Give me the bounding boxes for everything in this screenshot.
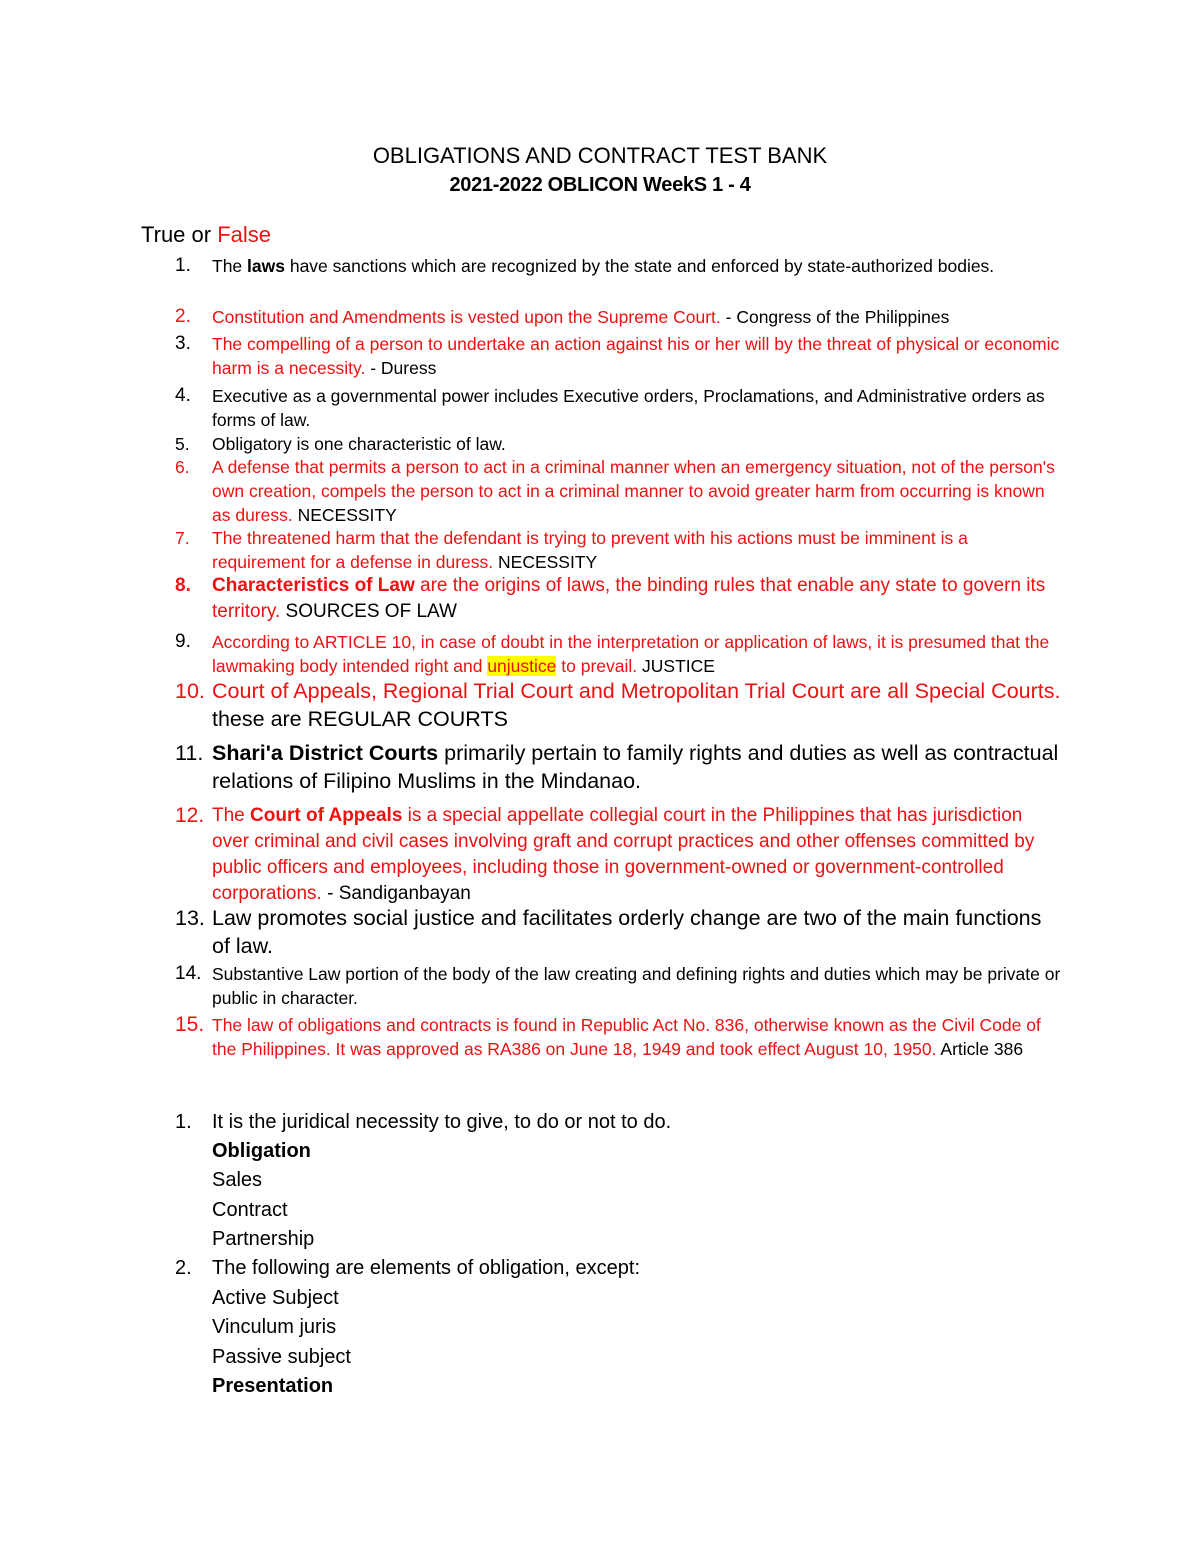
document-subtitle: 2021-2022 OBLICON WeekS 1 - 4 <box>449 174 751 196</box>
item-statement: Executive as a governmental power includes Executive orders, Proclamations, and Administrative orders as forms of law. <box>212 386 1045 430</box>
item-number: 2. <box>175 306 191 327</box>
item-statement: Obligatory is one characteristic of law. <box>212 434 506 454</box>
tf-item-14 <box>141 962 1061 1010</box>
item-statement: The law of obligations and contracts is found in Republic Act No. 836, otherwise known as the Civil Code of the Philippines. It was approved as RA386 on June 18, 1949 and took effect August 10, 1950. <box>212 1015 1041 1059</box>
item-number: 4. <box>175 385 191 406</box>
item-statement: are the origins of laws, the binding rules that enable any state to govern its territory. <box>212 575 1046 622</box>
item-statement: A defense that permits a person to act in a criminal manner when an emergency situation, not of the person's own creation, compels the person to act in a criminal manner to avoid greater harm from occurring is known as duress. <box>212 457 1055 525</box>
item-statement: Substantive Law portion of the body of the law creating and defining rights and duties which may be private or public in character. <box>212 964 1061 1008</box>
item-number: 5. <box>175 434 190 454</box>
item-number: 7. <box>175 528 190 548</box>
mc-option: Passive subject <box>212 1346 351 1368</box>
section-heading-true-or-false <box>141 222 271 248</box>
item-answer: - Duress <box>365 358 437 378</box>
tf-item-10 <box>141 677 1061 733</box>
item-answer: JUSTICE <box>637 656 715 676</box>
item-text: have sanctions which are recognized by the state and enforced by state-authorized bodies. <box>284 256 995 276</box>
mc-option: Sales <box>212 1169 263 1191</box>
mc-option: Active Subject <box>212 1287 339 1309</box>
item-statement: is a special appellate collegial court in the Philippines that has jurisdiction over criminal and civil cases involving graft and corrupt practices and other offenses committed by public officers and employees, including those in government-owned or government-controlled corporations. <box>212 805 1035 904</box>
question-number: 1. <box>175 1111 192 1133</box>
tf-item-13 <box>141 904 1061 960</box>
item-answer: - Congress of the Philippines <box>720 307 950 327</box>
mc-option-correct: Obligation <box>212 1140 311 1162</box>
item-text: The <box>212 805 251 826</box>
item-answer: SOURCES OF LAW <box>280 601 457 622</box>
mc-option-correct: Presentation <box>212 1375 334 1397</box>
item-statement: to prevail. <box>556 656 638 676</box>
item-number: 8. <box>175 575 191 596</box>
item-statement: primarily pertain to family rights and duties as well as contractual relations of Filipino Muslims in the Mindanao. <box>212 741 1059 793</box>
item-answer: NECESSITY <box>292 505 397 525</box>
mc-question-2 <box>141 1257 640 1280</box>
mc-option: Contract <box>212 1199 288 1221</box>
document-title: OBLIGATIONS AND CONTRACT TEST BANK <box>372 143 828 168</box>
item-statement: According to ARTICLE 10, in case of doubt in the interpretation or application of laws, it is presumed that the lawmaking body intended right and <box>212 632 1050 676</box>
item-number: 6. <box>175 457 190 477</box>
item-number: 10. <box>175 679 205 703</box>
question-text: The following are elements of obligation, except: <box>212 1257 641 1279</box>
tf-item-12 <box>141 803 1061 907</box>
heading-true: True or <box>141 222 212 247</box>
item-statement: The compelling of a person to undertake an action against his or her will by the threat of physical or economic harm is a necessity. <box>212 334 1060 378</box>
item-number: 13. <box>175 906 205 930</box>
tf-item-5 <box>141 432 1061 456</box>
tf-item-6 <box>141 455 1061 527</box>
item-keyword: Court of Appeals <box>250 805 403 826</box>
item-answer: Article 386 <box>936 1039 1024 1059</box>
item-answer: - Sandiganbayan <box>321 883 471 904</box>
tf-item-4 <box>141 384 1061 432</box>
item-number: 1. <box>175 255 191 276</box>
item-keyword: Shari'a District Courts <box>212 741 439 765</box>
tf-item-1 <box>141 254 1061 278</box>
tf-item-2 <box>141 305 1061 329</box>
tf-item-11 <box>141 739 1061 795</box>
item-answer: these are REGULAR COURTS <box>212 707 508 731</box>
tf-item-9 <box>141 630 1061 678</box>
question-number: 2. <box>175 1257 192 1279</box>
item-statement: Law promotes social justice and facilitates orderly change are two of the main functions of law. <box>212 906 1042 958</box>
item-number: 11. <box>175 741 204 765</box>
item-statement: The threatened harm that the defendant is trying to prevent with his actions must be imminent is a requirement for a defense in duress. <box>212 528 968 572</box>
mc-option: Vinculum juris <box>212 1316 337 1338</box>
mc-question-1 <box>141 1111 671 1134</box>
item-text: The <box>212 256 248 276</box>
item-number: 12. <box>175 804 205 827</box>
item-number: 14. <box>175 963 202 984</box>
highlighted-word: unjustice <box>487 656 557 676</box>
question-text: It is the juridical necessity to give, to do or not to do. <box>212 1111 672 1133</box>
item-number: 3. <box>175 333 191 354</box>
item-answer: NECESSITY <box>493 552 598 572</box>
heading-false: False <box>217 222 272 247</box>
item-statement: Constitution and Amendments is vested upon the Supreme Court. <box>212 307 721 327</box>
mc-option: Partnership <box>212 1228 315 1250</box>
item-statement: Court of Appeals, Regional Trial Court and Metropolitan Trial Court are all Special Courts. <box>212 679 1061 703</box>
tf-item-8 <box>141 573 1061 625</box>
item-number: 9. <box>175 631 191 652</box>
tf-item-15 <box>141 1013 1061 1061</box>
item-number: 15. <box>175 1013 205 1036</box>
tf-item-3 <box>141 332 1061 380</box>
item-keyword: laws <box>247 256 285 276</box>
tf-item-7 <box>141 526 1061 574</box>
item-keyword: Characteristics of Law <box>212 575 415 596</box>
